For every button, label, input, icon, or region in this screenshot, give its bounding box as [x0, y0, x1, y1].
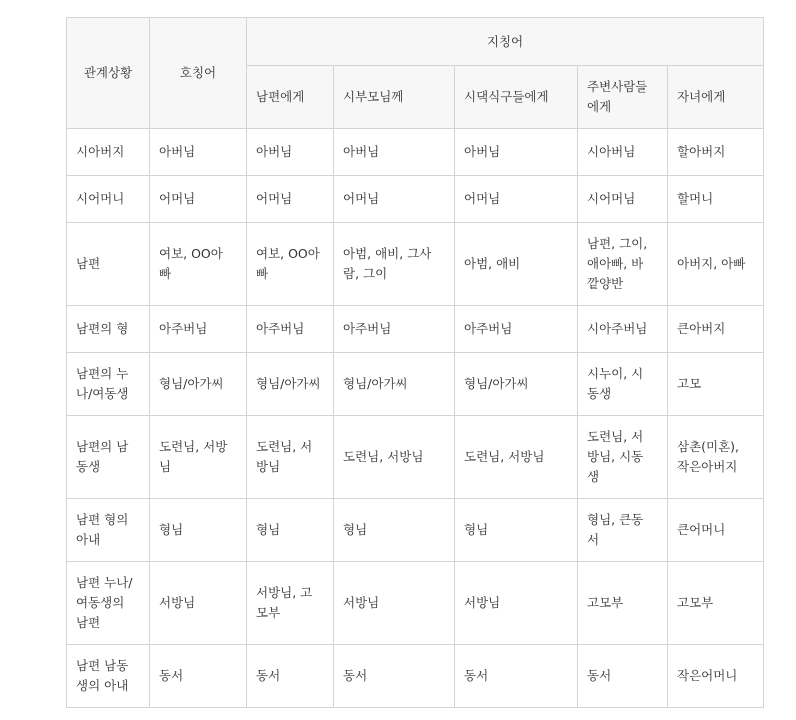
row-label-cell: 남편의 남 동생	[67, 416, 150, 499]
table-cell: 아주버님	[455, 306, 578, 353]
table-cell: 동서	[578, 645, 668, 708]
table-cell: 삼촌(미혼), 작은아버지	[668, 416, 764, 499]
table-cell: 도련님, 서방님	[455, 416, 578, 499]
header-address-term: 호칭어	[150, 18, 247, 129]
table-cell: 동서	[247, 645, 334, 708]
row-label-cell: 남편의 누 나/여동생	[67, 353, 150, 416]
table-cell: 고모부	[578, 562, 668, 645]
table-cell: 도련님, 서방님	[334, 416, 455, 499]
table-cell: 어머님	[334, 176, 455, 223]
table-cell: 동서	[334, 645, 455, 708]
table-cell: 서방님	[455, 562, 578, 645]
table-row	[67, 223, 764, 306]
table-row	[67, 176, 764, 223]
header-to-children: 자녀에게	[668, 66, 764, 129]
table-cell: 서방님	[334, 562, 455, 645]
table-row	[67, 499, 764, 562]
table-cell: 아범, 애비	[455, 223, 578, 306]
table-cell: 아범, 애비, 그사 람, 그이	[334, 223, 455, 306]
table-cell: 어머님	[455, 176, 578, 223]
table-cell: 여보, OO아 빠	[150, 223, 247, 306]
table-cell: 서방님	[150, 562, 247, 645]
table-cell: 여보, OO아 빠	[247, 223, 334, 306]
table-cell: 할아버지	[668, 129, 764, 176]
table-cell: 형님/아가씨	[150, 353, 247, 416]
header-to-in-laws: 시댁식구들에게	[455, 66, 578, 129]
table-cell: 형님	[247, 499, 334, 562]
table-row	[67, 645, 764, 708]
table-cell: 서방님, 고 모부	[247, 562, 334, 645]
table-cell: 시누이, 시 동생	[578, 353, 668, 416]
header-to-husband: 남편에게	[247, 66, 334, 129]
table-cell: 아버님	[334, 129, 455, 176]
row-label-cell: 남편의 형	[67, 306, 150, 353]
table-cell: 시아주버님	[578, 306, 668, 353]
table-cell: 동서	[150, 645, 247, 708]
row-label-cell: 남편	[67, 223, 150, 306]
table-cell: 형님, 큰동 서	[578, 499, 668, 562]
table-cell: 도련님, 서 방님	[247, 416, 334, 499]
table-cell: 형님	[150, 499, 247, 562]
table-cell: 할머니	[668, 176, 764, 223]
header-to-others: 주변사람들 에게	[578, 66, 668, 129]
table-cell: 형님/아가씨	[455, 353, 578, 416]
table-cell: 어머님	[247, 176, 334, 223]
table-cell: 아주버님	[150, 306, 247, 353]
table-row	[67, 129, 764, 176]
table-cell: 어머님	[150, 176, 247, 223]
table-cell: 아주버님	[334, 306, 455, 353]
header-reference-term: 지칭어	[247, 18, 764, 66]
row-label-cell: 시아버지	[67, 129, 150, 176]
table-cell: 아주버님	[247, 306, 334, 353]
table-cell: 형님/아가씨	[334, 353, 455, 416]
table-cell: 도련님, 서 방님, 시동 생	[578, 416, 668, 499]
table-row	[67, 353, 764, 416]
table-row	[67, 416, 764, 499]
header-relation: 관계상황	[67, 18, 150, 129]
table-cell: 시아버님	[578, 129, 668, 176]
table-row	[67, 562, 764, 645]
table-cell: 고모부	[668, 562, 764, 645]
table-container	[66, 17, 764, 708]
table-cell: 도련님, 서방 님	[150, 416, 247, 499]
table-cell: 시어머님	[578, 176, 668, 223]
table-cell: 고모	[668, 353, 764, 416]
table-cell: 아버님	[455, 129, 578, 176]
table-cell: 형님/아가씨	[247, 353, 334, 416]
table-cell: 형님	[334, 499, 455, 562]
table-cell: 큰어머니	[668, 499, 764, 562]
table-body	[67, 129, 764, 708]
table-cell: 큰아버지	[668, 306, 764, 353]
table-row	[67, 306, 764, 353]
table-cell: 형님	[455, 499, 578, 562]
table-cell: 남편, 그이, 애아빠, 바 깥양반	[578, 223, 668, 306]
row-label-cell: 시어머니	[67, 176, 150, 223]
table-cell: 작은어머니	[668, 645, 764, 708]
row-label-cell: 남편 누나/ 여동생의 남편	[67, 562, 150, 645]
table-cell: 아버지, 아빠	[668, 223, 764, 306]
table-cell: 동서	[455, 645, 578, 708]
header-to-parents-in-law: 시부모님께	[334, 66, 455, 129]
kinship-terms-table	[66, 17, 764, 708]
table-cell: 아버님	[247, 129, 334, 176]
row-label-cell: 남편 형의 아내	[67, 499, 150, 562]
row-label-cell: 남편 남동 생의 아내	[67, 645, 150, 708]
table-cell: 아버님	[150, 129, 247, 176]
